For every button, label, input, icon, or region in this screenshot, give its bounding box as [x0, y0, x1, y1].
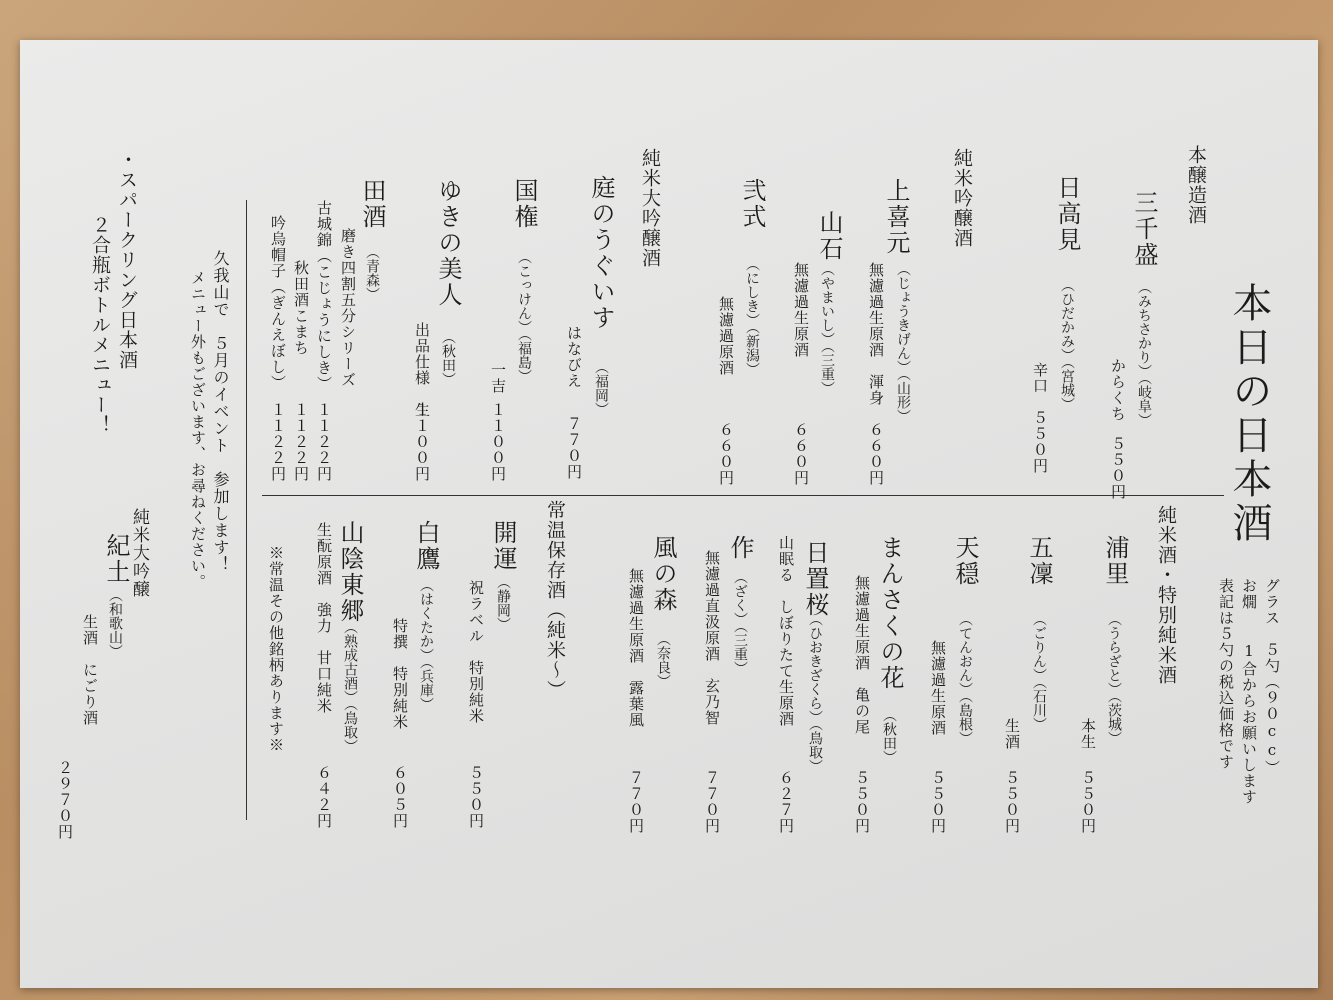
sake-kana: （奈良）: [655, 632, 671, 688]
sake-name: 開運: [489, 520, 517, 572]
sake-price: ７７０円: [565, 416, 583, 480]
sake-name: ゆきの美人: [434, 178, 462, 308]
denshu-sub-price: １１２２円: [269, 402, 287, 482]
sake-detail: 生酛原酒 強力 甘口純米: [315, 522, 333, 714]
sake-kana: （秋田）: [440, 330, 456, 386]
sake-detail: 無濾過原酒: [717, 296, 735, 376]
sparkling-heading: ・スパークリング日本酒: [116, 150, 138, 370]
sake-kana: （ごりん）（石川）: [1031, 612, 1047, 731]
section-heading-daiginjo: 純米大吟醸酒: [639, 148, 661, 268]
sake-name: 浦里: [1101, 535, 1129, 587]
section-heading-junmai: 純米酒・特別純米酒: [1155, 505, 1177, 685]
sake-name: 山陰東郷: [336, 520, 364, 624]
sake-price: ６６０円: [867, 422, 885, 486]
sake-price: ６０５円: [391, 765, 409, 829]
sake-detail: 無濾過生原酒: [929, 640, 947, 736]
section-heading-joon: 常温保存酒（純米～）: [544, 500, 566, 700]
sake-name: 国権: [510, 178, 538, 230]
sake-price: ５５０円: [929, 770, 947, 834]
sake-price: ７７０円: [703, 770, 721, 834]
sake-detail: 生酒: [1003, 718, 1021, 750]
sake-kana: （ひおきざくら）（鳥取）: [807, 612, 823, 773]
sake-kana: （青森）: [364, 245, 380, 301]
denshu-sub-label: 吟烏帽子（ぎんえぼし）: [269, 215, 287, 391]
sake-price: ６４２円: [315, 765, 333, 829]
sake-price: ５５０円: [467, 765, 485, 829]
sake-kana: （福岡）: [593, 360, 609, 416]
sake-detail: はなびえ: [565, 325, 583, 389]
sake-name: 上喜元: [882, 178, 910, 256]
sparkling-type: 純米大吟醸: [129, 508, 149, 598]
sake-kana: （やまいし）（三重）: [819, 262, 835, 395]
sake-detail: 無濾過生原酒 露葉風: [627, 568, 645, 728]
sparkling-price: ２９７０円: [56, 760, 74, 840]
sparkling-detail: 生酒 にごり酒: [81, 614, 99, 726]
denshu-sub-label: 秋田酒こまち: [292, 260, 310, 356]
sake-detail: 磨き四割五分シリーズ: [339, 228, 357, 388]
sparkling-name: 紀土: [102, 533, 130, 585]
sake-detail: 特撰 特別純米: [391, 618, 409, 730]
sake-name: 五凜: [1025, 535, 1053, 587]
sake-detail: 山眠る しぼりたて生原酒: [777, 535, 795, 727]
sake-detail: 出品仕様 生: [413, 322, 431, 418]
sake-name: 弐式: [738, 178, 766, 230]
sake-kana: （静岡）: [495, 575, 511, 631]
sake-detail: 本生: [1079, 718, 1097, 750]
sake-kana: （みちさかり）（岐阜）: [1136, 280, 1152, 427]
sake-price: ５５０円: [1003, 770, 1021, 834]
sake-price: ７７０円: [627, 770, 645, 834]
sake-name: 日高見: [1053, 175, 1081, 253]
sake-price: ５５０円: [1031, 410, 1049, 474]
sparkling-subheading: ２合瓶ボトルメニュー！: [89, 215, 111, 435]
sake-detail: 無濾過生原酒: [792, 262, 810, 358]
sake-price: ５５０円: [1079, 770, 1097, 834]
sake-detail: 無濾過生原酒 亀の尾: [853, 575, 871, 735]
sake-kana: （ひだかみ）（宮城）: [1059, 278, 1075, 411]
sake-name: 三千盛: [1130, 190, 1158, 268]
sake-price: ５５０円: [1109, 436, 1127, 500]
sake-name: 山石: [815, 210, 843, 262]
section-heading-honjozo: 本醸造酒: [1185, 145, 1207, 225]
sake-detail: 無濾過直汲原酒 玄乃智: [703, 550, 721, 726]
sake-price: ６６０円: [717, 422, 735, 486]
sake-kana: （秋田）: [881, 708, 897, 764]
sake-price: ６６０円: [792, 422, 810, 486]
sake-kana: （はくたか）（兵庫）: [418, 578, 434, 711]
denshu-sub-label: 古城錦（こじょうにしき）: [315, 200, 333, 392]
tax-info: 表記は５勺の税込価格です: [1217, 578, 1235, 770]
event-line-1: 久我山で ５月のイベント 参加します！: [211, 250, 230, 573]
sake-price: １１００円: [489, 402, 507, 482]
sparkling-kana: （和歌山）: [107, 588, 123, 658]
sake-kana: （うらざと）（茨城）: [1106, 612, 1122, 745]
sake-name: 田酒: [358, 178, 386, 230]
denshu-sub-price: １１２２円: [315, 402, 333, 482]
sake-kana: （こっけん）（福島）: [516, 250, 532, 383]
denshu-sub-price: １１２２円: [292, 402, 310, 482]
sake-name: 白鷹: [412, 520, 440, 572]
sake-kana: （熟成古酒）（鳥取）: [342, 620, 358, 753]
sake-detail: 祝ラベル 特別純米: [467, 580, 485, 724]
section-heading-ginjo: 純米吟醸酒: [951, 148, 973, 248]
sake-name: 天穏: [951, 535, 979, 587]
sake-name: 庭のうぐいす: [587, 175, 615, 331]
sake-price: ５５０円: [853, 770, 871, 834]
sake-kana: （ざく）（三重）: [732, 570, 748, 675]
joon-note: ※常温その他銘柄あります※: [267, 545, 285, 753]
glass-info: グラス ５勺（９０cc）: [1263, 578, 1281, 776]
okan-info: お燗 1合からお願いします: [1240, 578, 1258, 805]
event-line-2: メニュー外もございます、お尋ねください。: [189, 270, 207, 590]
page-title: 本日の日本酒: [1226, 282, 1272, 546]
event-divider: [246, 200, 247, 820]
sake-name: 日置桜: [801, 540, 829, 618]
sake-price: ６２７円: [777, 770, 795, 834]
sake-kana: （じょうきげん）（山形）: [895, 262, 911, 423]
sake-detail: からくち: [1109, 358, 1127, 422]
sake-name: まんさくの花: [876, 535, 904, 691]
sake-name: 作: [726, 535, 754, 561]
sake-kana: （にしき）（新潟）: [744, 257, 760, 376]
sake-price: １１００円: [413, 402, 431, 482]
sake-detail: 無濾過生原酒 渾身: [867, 262, 885, 406]
sake-detail: 一吉: [489, 362, 507, 394]
sake-detail: 辛口: [1031, 362, 1049, 394]
sake-name: 風の森: [649, 535, 677, 613]
section-divider: [262, 495, 1224, 496]
sake-kana: （てんおん）（島根）: [957, 612, 973, 745]
